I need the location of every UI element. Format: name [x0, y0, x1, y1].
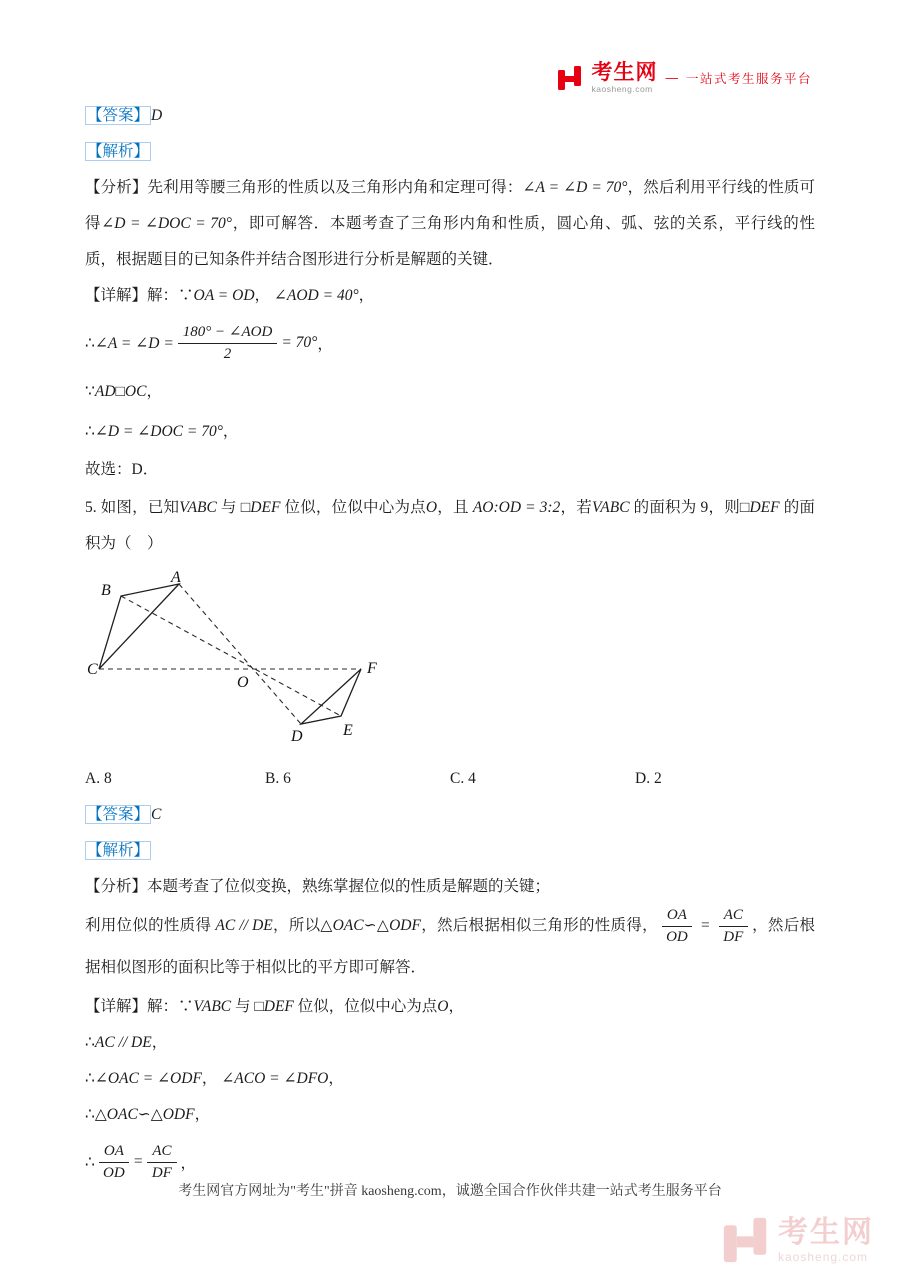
solution-content — [85, 98, 815, 1191]
math-segment: ∠D = ∠DOC = 70° — [94, 423, 223, 440]
analysis-header-2 — [85, 833, 815, 869]
answer-value: D — [151, 107, 163, 124]
answer-value: C — [151, 806, 162, 823]
text-segment: ， — [222, 423, 239, 440]
watermark-domain: kaosheng.com — [778, 1249, 869, 1264]
text-segment: ，所以 — [272, 917, 321, 934]
math-segment: ∠A = ∠D = 70° — [522, 179, 628, 196]
text-segment: ， — [317, 336, 333, 353]
fraction-denominator: OD — [103, 1164, 125, 1181]
answer-label: 【答案】 — [87, 107, 150, 124]
vertex-label-c: C — [87, 661, 98, 678]
math-segment: ∠A = ∠D = — [94, 334, 174, 352]
text-segment: 位似，位似中心为点 — [293, 998, 438, 1015]
figure-wrap — [87, 570, 815, 753]
math-segment: OA = OD — [193, 287, 255, 304]
math-segment: AC // DE — [215, 917, 273, 934]
xiangjie-line-1 — [85, 278, 815, 314]
vertex-label-d: D — [291, 728, 303, 745]
similar-triangles-line — [85, 1097, 815, 1133]
math-segment: △OAC∽△ODF — [94, 1106, 195, 1123]
text-segment: 与 — [216, 499, 241, 516]
text-segment: 利用位似的性质得 — [85, 917, 216, 934]
therefore-symbol: ∴ — [85, 423, 95, 440]
dashed-line-a-d — [179, 584, 301, 724]
math-segment: O — [425, 499, 438, 516]
fraction — [719, 906, 748, 947]
analysis-label: 【解析】 — [87, 842, 150, 859]
fraction-numerator: AC — [719, 906, 748, 927]
text-segment: ，即可解答．本题考查了三角形内角和性质，圆心角、弧、弦的关系，平行线的性质，根据题目的已知条件并结合图形进行分析是解题的关键． — [85, 215, 815, 268]
kaosheng-watermark-icon — [722, 1216, 770, 1264]
text-segment: 的面积为 9，则 — [629, 499, 740, 516]
vertex-label-a: A — [171, 570, 181, 586]
therefore-symbol: ∴ — [85, 1034, 95, 1051]
fraction-numerator: 180° − ∠AOD — [178, 323, 278, 344]
text-segment: ， — [180, 1155, 197, 1172]
text-segment: ， — [151, 1034, 168, 1051]
kaosheng-watermark — [722, 1216, 874, 1264]
fraction-denominator: OD — [666, 928, 688, 945]
math-segment: = 70° — [281, 334, 318, 351]
math-segment: ∠AOD = 40° — [273, 287, 359, 304]
option-a: A. 8 — [85, 770, 112, 787]
choice-line-1 — [85, 452, 815, 488]
analysis-header-1 — [85, 134, 815, 170]
math-segment: AO:OD = 3:2 — [472, 499, 561, 516]
question-number-text: 5. 如图，已知 — [85, 499, 180, 516]
kaosheng-header-logo — [557, 62, 812, 94]
fraction-numerator: OA — [662, 906, 692, 927]
options-row — [85, 761, 815, 797]
fraction-denominator: 2 — [223, 345, 232, 362]
brand-domain: kaosheng.com — [591, 84, 653, 94]
math-segment: VABC — [591, 499, 630, 516]
dashed-line-b-e — [121, 596, 341, 716]
math-segment: O — [437, 998, 449, 1015]
text-segment: 与 — [231, 998, 255, 1015]
option-c: C. 4 — [450, 770, 476, 787]
fraction — [99, 1142, 129, 1183]
math-segment: AC // DE — [94, 1034, 152, 1051]
xiangjie-line-2 — [85, 989, 815, 1025]
math-segment: AD□OC — [94, 383, 147, 400]
vertex-label-o: O — [237, 674, 249, 691]
brand-name: 考生网 — [591, 61, 658, 84]
fenxi-paragraph-2 — [85, 869, 815, 905]
math-segment: VABC — [193, 998, 232, 1015]
brand-name-block — [591, 62, 657, 94]
brand-tagline: 一站式考生服务平台 — [685, 71, 812, 86]
text-segment: ， — [328, 1070, 344, 1087]
math-segment: □DEF — [739, 499, 780, 516]
xiangjie-label: 【详解】 — [85, 998, 148, 1015]
triangle-abc — [99, 584, 179, 669]
text-segment: ， — [254, 287, 274, 304]
text-segment: ，且 — [437, 499, 473, 516]
math-segment: ∠OAC = ∠ODF — [94, 1070, 202, 1087]
text-segment: ，然后利用平行线的性质可得 — [85, 179, 815, 232]
math-segment: ∠D = ∠DOC = 70° — [101, 215, 232, 232]
fraction — [178, 323, 278, 364]
option-b: B. 6 — [265, 770, 291, 787]
brand-dash: — — [665, 70, 678, 85]
vertex-label-f: F — [367, 660, 377, 677]
therefore-symbol: ∴ — [85, 334, 95, 352]
math-segment: □DEF — [254, 998, 294, 1015]
fenxi-paragraph-1 — [85, 170, 815, 278]
watermark-brand: 考生网 — [778, 1215, 874, 1249]
text-segment: 故选：D． — [85, 461, 159, 478]
fraction-numerator: OA — [99, 1142, 129, 1163]
equals-sign: = — [695, 917, 715, 934]
therefore-symbol: ∴ — [85, 1153, 95, 1171]
text-segment: ， — [194, 1106, 211, 1123]
equals-sign: = — [132, 1153, 144, 1170]
text-segment: ，然后根据相似三角形的性质得， — [420, 917, 658, 934]
text-segment: 先利用等腰三角形的性质以及三角形内角和定理可得： — [147, 179, 523, 196]
answer-label: 【答案】 — [87, 806, 150, 823]
text-segment: 的面积为（ ） — [85, 499, 815, 552]
similarity-figure — [87, 570, 387, 748]
math-segment: △OAC∽△ODF — [320, 917, 421, 934]
fraction-denominator: DF — [151, 1164, 172, 1181]
option-d: D. 2 — [635, 770, 662, 787]
fraction — [147, 1142, 176, 1183]
vertex-label-b: B — [101, 582, 111, 599]
math-segment: ∠ACO = ∠DFO — [221, 1070, 329, 1087]
text-segment: ， — [146, 383, 162, 400]
vertex-label-e: E — [343, 722, 353, 739]
answer-line-2 — [85, 797, 815, 833]
therefore-symbol: ∴ — [85, 1106, 95, 1123]
therefore-symbol: ∴ — [85, 1070, 95, 1087]
math-segment: □DEF — [240, 499, 281, 516]
triangle-def — [301, 669, 361, 724]
math-segment: VABC — [179, 499, 217, 516]
text-segment: ， — [201, 1070, 222, 1087]
xiangjie-label: 【详解】 — [85, 287, 148, 304]
formula-angle-a — [85, 316, 815, 370]
answer-line-1 — [85, 98, 815, 134]
text-segment: 解：∵ — [147, 287, 194, 304]
because-symbol: ∵ — [85, 383, 95, 400]
ac-de-line — [85, 1025, 815, 1061]
text-segment: 本题考查了位似变换，熟练掌握位似的性质是解题的关键； — [147, 878, 551, 895]
kaosheng-logo-icon — [557, 65, 583, 91]
equal-angles-line — [85, 1061, 815, 1097]
angle-d-line — [85, 412, 815, 452]
text-segment: ， — [358, 287, 375, 304]
analysis-label: 【解析】 — [87, 143, 150, 160]
text-segment: ，若 — [560, 499, 592, 516]
text-segment: 位似，位似中心为点 — [280, 499, 426, 516]
fenxi-label: 【分析】 — [85, 179, 148, 196]
watermark-text-block — [778, 1215, 874, 1264]
fraction — [662, 906, 692, 947]
method-paragraph — [85, 905, 815, 989]
parallel-line — [85, 372, 815, 412]
fenxi-label: 【分析】 — [85, 878, 148, 895]
text-segment: ，然后根据相似图形的面积比等于相似比的平方即可解答． — [85, 917, 815, 976]
footer-text: 考生网官方网址为"考生"拼音 kaosheng.com，诚邀全国合作伙伴共建一站式考生服务平台 — [178, 1184, 722, 1199]
question-5 — [85, 490, 815, 562]
text-segment: ， — [448, 998, 464, 1015]
fraction-denominator: DF — [723, 928, 744, 945]
text-segment: 解：∵ — [147, 998, 194, 1015]
fraction-numerator: AC — [147, 1142, 176, 1163]
